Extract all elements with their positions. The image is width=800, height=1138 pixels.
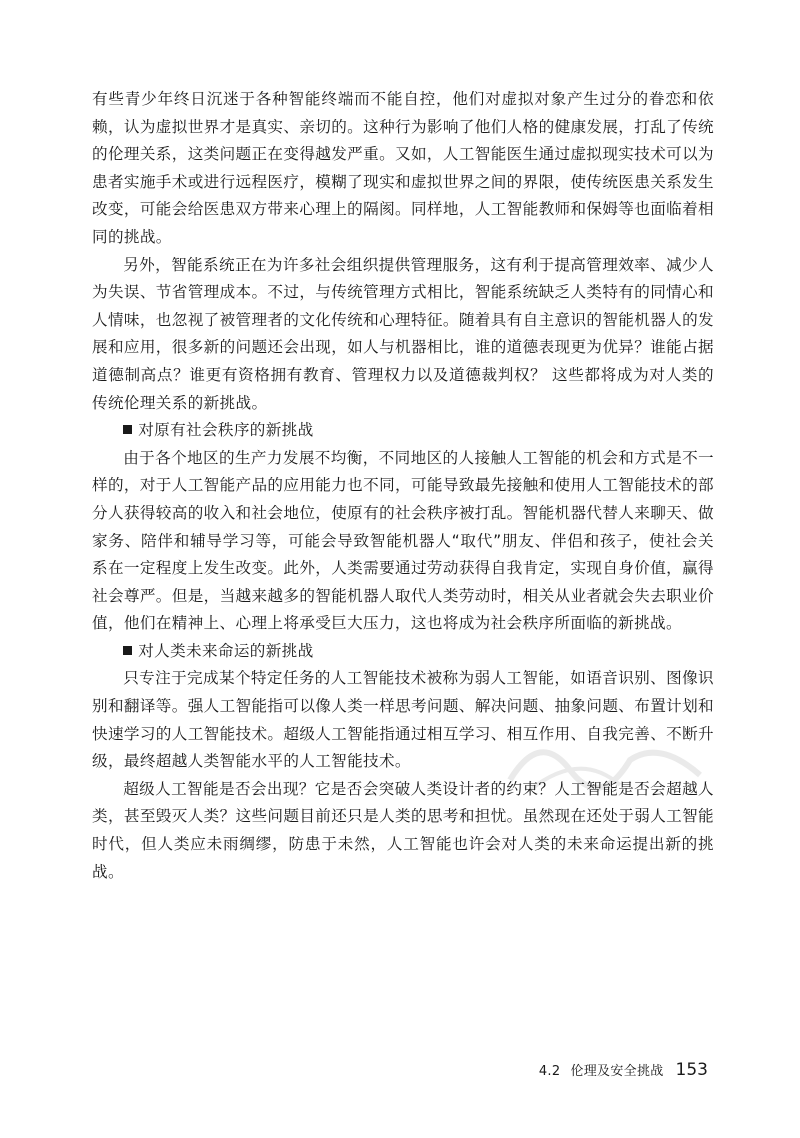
paragraph-virtual-world-dependence: 有些青少年终日沉迷于各种智能终端而不能自控，他们对虚拟对象产生过分的眷恋和依赖，认为虚拟世界才是真实、亲切的。这种行为影响了他们人格的健康发展，打乱了传统的伦理关系，这类问题正在变得越发严重。又如，人工智能医生通过虚拟现实技术可以为患者实施手术或进行远程医疗，模糊了现实和虚拟世界之间的界限，使传统医患关系发生改变，可能会给医患双方带来心理上的隔阂。同样地，人工智能教师和保姆等也面临着相同的挑战。 — [92, 90, 714, 246]
paragraph-social-order: 由于各个地区的生产力发展不均衡，不同地区的人接触人工智能的机会和方式是不一样的，对于人工智能产品的应用能力也不同，可能导致最先接触和使用人工智能技术的部分人获得较高的收入和社会地位，使原有的社会秩序被打乱。智能机器代替人来聊天、做家务、陪伴和辅导学习等，可能会导致智能机器人“取代”朋友、伴侣和孩子，使社会关系在一定程度上发生改变。此外，人类需要通过劳动获得自我肯定，实现自身价值，赢得社会尊严。但是，当越来越多的智能机器人取代人类劳动时，相关从业者就会失去职业价值，他们在精神上、心理上将承受巨大压力，这也将成为社会秩序所面临的新挑战。 — [92, 448, 714, 633]
paragraph-super-ai-concerns: 超级人工智能是否会出现？它是否会突破人类设计者的约束？人工智能是否会超越人类，甚至毁灭人类？这些问题目前还只是人类的思考和担忧。虽然现在还处于弱人工智能时代，但人类应未雨绸缪，防患于未然，人工智能也许会对人类的未来命运提出新的挑战。 — [92, 779, 714, 881]
footer-section-title: 伦理及安全挑战 — [570, 1064, 664, 1079]
watermark-decoration — [500, 720, 720, 800]
section-heading-human-future — [92, 638, 714, 666]
page-number: 153 — [675, 1060, 708, 1080]
section-heading-social-order-text: 对原有社会秩序的新挑战 — [138, 421, 314, 440]
page-footer — [539, 1060, 708, 1080]
section-heading-human-future-text: 对人类未来命运的新挑战 — [138, 641, 314, 660]
paragraph-intelligent-management: 另外，智能系统正在为许多社会组织提供管理服务，这有利于提高管理效率、减少人为失误、节省管理成本。不过，与传统管理方式相比，智能系统缺乏人类特有的同情心和人情味，也忽视了被管理者的文化传统和心理特征。随着具有自主意识的智能机器人的发展和应用，很多新的问题还会出现，如人与机器相比，谁的道德表现更为优异？谁能占据道德制高点？谁更有资格拥有教育、管理权力以及道德裁判权？ 这些都将成为对人类的传统伦理关系的新挑战。 — [92, 255, 714, 412]
black-square-bullet-icon — [123, 425, 132, 434]
black-square-bullet-icon — [123, 646, 132, 655]
section-heading-social-order — [92, 417, 714, 445]
paragraph-ai-levels: 只专注于完成某个特定任务的人工智能技术被称为弱人工智能，如语音识别、图像识别和翻译等。强人工智能指可以像人类一样思考问题、解决问题、抽象问题、布置计划和快速学习的人工智能技术。超级人工智能指通过相互学习、相互作用、自我完善、不断升级，最终超越人类智能水平的人工智能技术。 — [92, 669, 714, 771]
footer-section-number: 4.2 — [538, 1064, 561, 1079]
